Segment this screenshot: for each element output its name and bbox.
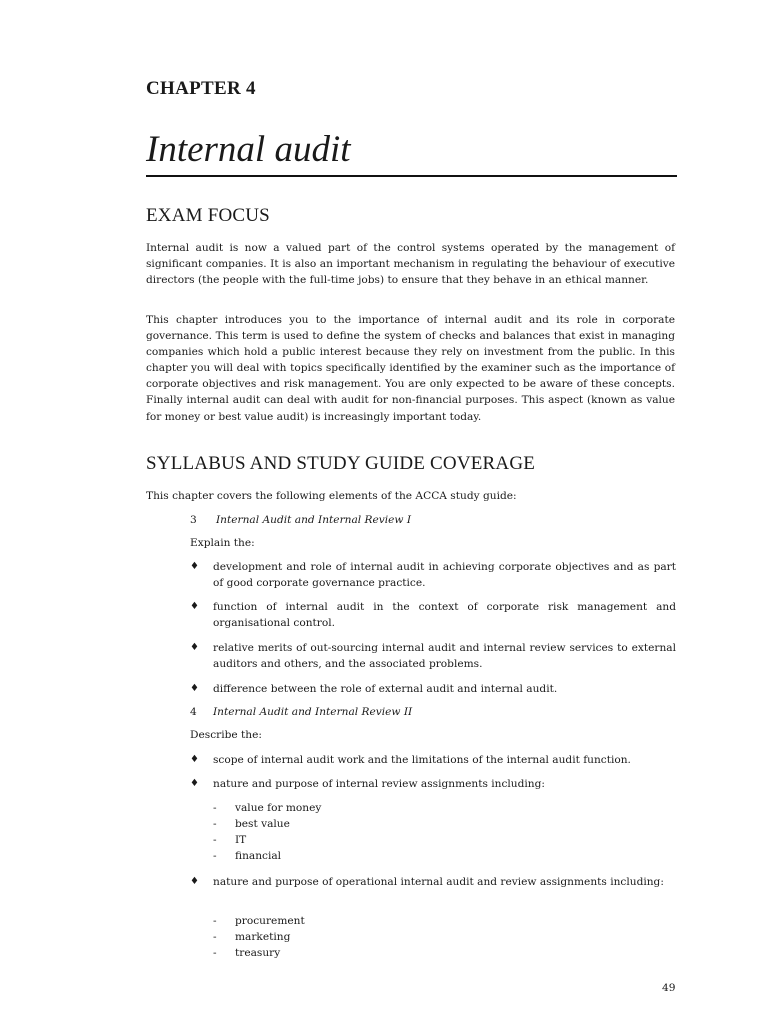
sub-list-text: IT (235, 834, 247, 846)
list-item (190, 776, 676, 792)
section-3-title: Internal Audit and Internal Review I (216, 514, 412, 526)
bullet-icon: ♦ (190, 601, 199, 612)
sub-list-text: treasury (235, 947, 281, 959)
bullet-text: nature and purpose of internal review assignments including: (213, 778, 545, 790)
sub-list-item (213, 929, 290, 945)
list-item (190, 752, 676, 768)
dash-icon: - (213, 802, 217, 814)
section-4-title: Internal Audit and Internal Review II (213, 706, 413, 718)
section-3-lead: Explain the: (190, 537, 255, 549)
chapter-title: Internal audit (146, 129, 351, 170)
sub-list-text: procurement (235, 915, 305, 927)
list-item (190, 640, 676, 672)
bullet-text: function of internal audit in the context of corporate risk management and organisational control. (213, 601, 676, 629)
dash-icon: - (213, 850, 217, 862)
section-4-number: 4 (190, 706, 197, 718)
bullet-icon: ♦ (190, 876, 199, 887)
dash-icon: - (213, 818, 217, 830)
section-3-number: 3 (190, 514, 197, 526)
dash-icon: - (213, 915, 217, 927)
bullet-text: relative merits of out-sourcing internal audit and internal review services to external auditors and others, and the associated problems. (213, 642, 676, 670)
bullet-icon: ♦ (190, 642, 199, 653)
bullet-text: scope of internal audit work and the limitations of the internal audit function. (213, 754, 631, 766)
sub-list-item (213, 816, 290, 832)
sub-list-item (213, 800, 321, 816)
bullet-text: development and role of internal audit in achieving corporate objectives and as part of good corporate governance practice. (213, 561, 676, 589)
bullet-text: nature and purpose of operational internal audit and review assignments including: (213, 876, 664, 888)
list-item (190, 874, 676, 890)
sub-list-text: best value (235, 818, 290, 830)
exam-focus-paragraph-1: Internal audit is now a valued part of the control systems operated by the management of significant companies. It is also an important mechanism in regulating the behaviour of executive directors (the people with the full-time jobs) to ensure that they behave in an ethical manner. (146, 242, 675, 287)
sub-list-text: marketing (235, 931, 291, 943)
bullet-icon: ♦ (190, 683, 199, 694)
sub-list-text: financial (235, 850, 282, 862)
dash-icon: - (213, 947, 217, 959)
sub-list-item (213, 848, 281, 864)
sub-list-item (213, 832, 246, 848)
chapter-label: CHAPTER 4 (146, 78, 256, 99)
dash-icon: - (213, 931, 217, 943)
list-item (190, 681, 676, 697)
list-item (190, 599, 676, 631)
syllabus-heading: SYLLABUS AND STUDY GUIDE COVERAGE (146, 453, 536, 474)
exam-focus-paragraph-2: This chapter introduces you to the importance of internal audit and its role in corporate governance. This term is used to define the system of checks and balances that exist in managing companies which hold a public interest because they rely on investment from the public. In this chapter you will deal with topics specifically identified by the examiner such as the importance of corporate objectives and risk management. You are only expected to be aware of these concepts. Finally internal audit can deal with audit for non-financial purposes. This aspect (known as value for money or best value audit) is increasingly important today. (146, 314, 675, 423)
sub-list-text: value for money (235, 802, 322, 814)
list-item (190, 559, 676, 591)
sub-list-item (213, 945, 280, 961)
bullet-text: difference between the role of external audit and internal audit. (213, 683, 558, 695)
sub-list-item (213, 913, 305, 929)
bullet-icon: ♦ (190, 561, 199, 572)
section-4-lead: Describe the: (190, 729, 262, 741)
bullet-icon: ♦ (190, 778, 199, 789)
syllabus-intro: This chapter covers the following elements of the ACCA study guide: (146, 490, 517, 502)
bullet-icon: ♦ (190, 754, 199, 765)
title-divider (146, 175, 677, 177)
page-number: 49 (662, 982, 676, 994)
exam-focus-heading: EXAM FOCUS (146, 205, 270, 226)
dash-icon: - (213, 834, 217, 846)
